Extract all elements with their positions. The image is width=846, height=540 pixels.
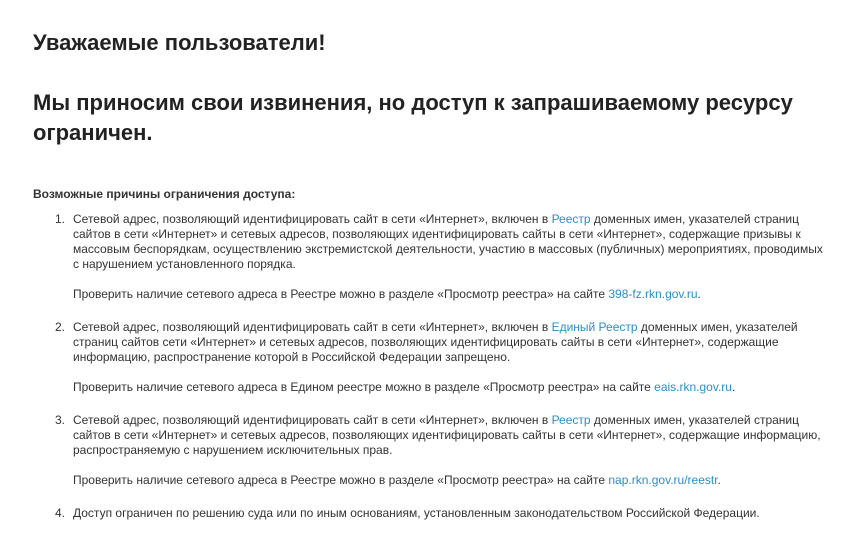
- reason-text-after: доменных имен, указателей страниц сайтов сети «Интернет» и сетевых адресов, позволяющих идентифицировать сайты в сети «Интернет», содержащие информацию, распространение которой в Российской Федерации запрещено.: [73, 320, 798, 364]
- check-end: .: [697, 287, 701, 301]
- reason-description: [73, 413, 823, 458]
- reason-text-after: доменных имен, указателей страниц сайтов в сети «Интернет» и сетевых адресов, позволяющих идентифицировать сайты в сети «Интернет», содержащие призывы к массовым беспорядкам, осуществлению экстремистской деятельности, участию в массовых (публичных) мероприятиях, проводимых с нарушением установленного порядка.: [73, 212, 823, 271]
- reason-number: 2.: [55, 320, 66, 334]
- registry-link[interactable]: Реестр: [551, 413, 591, 427]
- reason-item-2: [33, 320, 823, 395]
- check-instruction: [73, 380, 823, 395]
- check-site-link[interactable]: eais.rkn.gov.ru: [654, 380, 732, 394]
- reason-text-before: Сетевой адрес, позволяющий идентифицировать сайт в сети «Интернет», включен в: [73, 212, 552, 226]
- apology-heading: Мы приносим свои извинения, но доступ к запрашиваемому ресурсу ограничен.: [33, 90, 793, 145]
- check-site-link[interactable]: nap.rkn.gov.ru/reestr: [608, 473, 718, 487]
- check-text: Проверить наличие сетевого адреса в Реестре можно в разделе «Просмотр реестра» на сайте: [73, 287, 609, 301]
- check-text: Проверить наличие сетевого адреса в Едином реестре можно в разделе «Просмотр реестра» на сайте: [73, 380, 655, 394]
- check-instruction: [73, 287, 823, 302]
- check-text: Проверить наличие сетевого адреса в Реестре можно в разделе «Просмотр реестра» на сайте: [73, 473, 609, 487]
- reason-item-1: [33, 212, 823, 302]
- check-site-link[interactable]: 398-fz.rkn.gov.ru: [608, 287, 698, 301]
- check-end: .: [717, 473, 721, 487]
- reasons-list: [33, 212, 823, 539]
- reason-text-before: Сетевой адрес, позволяющий идентифицировать сайт в сети «Интернет», включен в: [73, 413, 552, 427]
- registry-link[interactable]: Единый Реестр: [551, 320, 638, 334]
- reason-item-4: [33, 506, 823, 521]
- reason-description: [73, 212, 823, 272]
- reason-item-3: [33, 413, 823, 488]
- reason-description: [73, 320, 823, 365]
- reason-number: 1.: [55, 212, 66, 226]
- reason-text-before: Сетевой адрес, позволяющий идентифицировать сайт в сети «Интернет», включен в: [73, 320, 552, 334]
- reason-description: Доступ ограничен по решению суда или по иным основаниям, установленным законодательством Российской Федерации.: [73, 506, 760, 520]
- registry-link[interactable]: Реестр: [551, 212, 591, 226]
- check-end: .: [731, 380, 736, 394]
- reason-number: 4.: [55, 506, 66, 520]
- reason-number: 3.: [55, 413, 66, 427]
- greeting-heading: Уважаемые пользователи!: [33, 30, 326, 55]
- reasons-title: Возможные причины ограничения доступа:: [33, 187, 296, 201]
- reason-text-after: доменных имен, указателей страниц сайтов в сети «Интернет» и сетевых адресов, позволяющих идентифицировать сайты в сети «Интернет», содержащие информацию, распространяемую с нарушением исключительных прав.: [73, 413, 821, 457]
- check-instruction: [73, 473, 823, 488]
